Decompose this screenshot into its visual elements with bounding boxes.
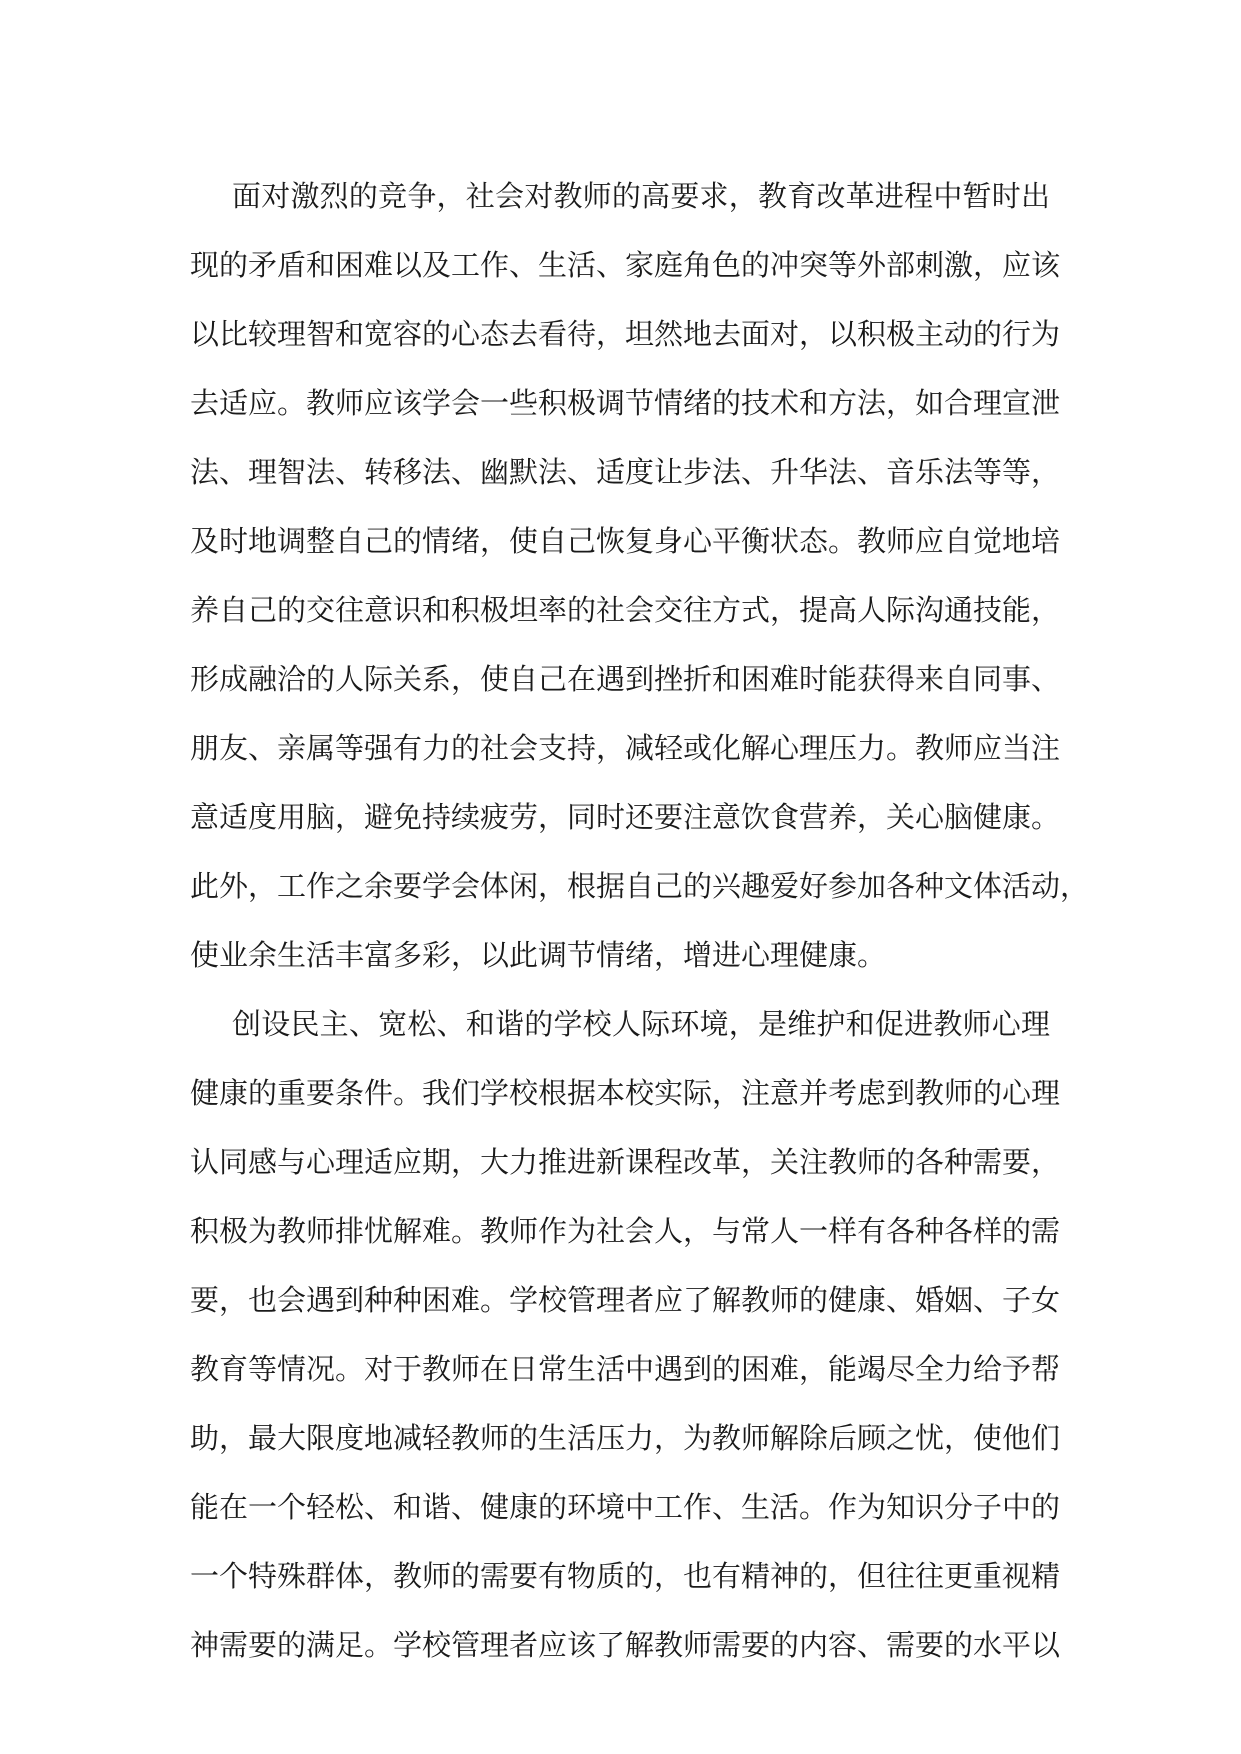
paragraph-line: 朋友、亲属等强有力的社会支持，减轻或化解心理压力。教师应当注	[190, 731, 1061, 765]
paragraph-line: 法、理智法、转移法、幽默法、适度让步法、升华法、音乐法等等，	[190, 455, 1061, 489]
paragraph-line: 面对激烈的竞争，社会对教师的高要求，教育改革进程中暂时出	[232, 179, 1050, 213]
paragraph-line: 使业余生活丰富多彩，以此调节情绪，增进心理健康。	[190, 938, 887, 972]
paragraph-line: 现的矛盾和困难以及工作、生活、家庭角色的冲突等外部刺激，应该	[190, 248, 1061, 282]
paragraph-line: 创设民主、宽松、和谐的学校人际环境，是维护和促进教师心理	[232, 1007, 1050, 1041]
paragraph-line: 一个特殊群体，教师的需要有物质的，也有精神的，但往往更重视精	[190, 1559, 1061, 1593]
paragraph-line: 教育等情况。对于教师在日常生活中遇到的困难，能竭尽全力给予帮	[190, 1352, 1061, 1386]
paragraph-line: 此外，工作之余要学会体闲，根据自己的兴趣爱好参加各种文体活动，	[190, 869, 1090, 903]
paragraph-line: 能在一个轻松、和谐、健康的环境中工作、生活。作为知识分子中的	[190, 1490, 1061, 1524]
body-text	[190, 162, 1090, 1680]
paragraph-line: 积极为教师排忧解难。教师作为社会人，与常人一样有各种各样的需	[190, 1214, 1061, 1248]
paragraph-line: 及时地调整自己的情绪，使自己恢复身心平衡状态。教师应自觉地培	[190, 524, 1061, 558]
paragraph-2	[190, 990, 1061, 1680]
paragraph-line: 健康的重要条件。我们学校根据本校实际，注意并考虑到教师的心理	[190, 1076, 1061, 1110]
paragraph-line: 形成融洽的人际关系，使自己在遇到挫折和困难时能获得来自同事、	[190, 662, 1061, 696]
paragraph-line: 意适度用脑，避免持续疲劳，同时还要注意饮食营养，关心脑健康。	[190, 800, 1061, 834]
paragraph-line: 认同感与心理适应期，大力推进新课程改革，关注教师的各种需要，	[190, 1145, 1061, 1179]
paragraph-1	[190, 162, 1090, 990]
paragraph-line: 要，也会遇到种种困难。学校管理者应了解教师的健康、婚姻、子女	[190, 1283, 1061, 1317]
paragraph-line: 神需要的满足。学校管理者应该了解教师需要的内容、需要的水平以	[190, 1628, 1061, 1662]
paragraph-line: 助，最大限度地减轻教师的生活压力，为教师解除后顾之忧，使他们	[190, 1421, 1061, 1455]
paragraph-line: 去适应。教师应该学会一些积极调节情绪的技术和方法，如合理宣泄	[190, 386, 1061, 420]
paragraph-line: 以比较理智和宽容的心态去看待，坦然地去面对，以积极主动的行为	[190, 317, 1061, 351]
paragraph-line: 养自己的交往意识和积极坦率的社会交往方式，提高人际沟通技能，	[190, 593, 1061, 627]
